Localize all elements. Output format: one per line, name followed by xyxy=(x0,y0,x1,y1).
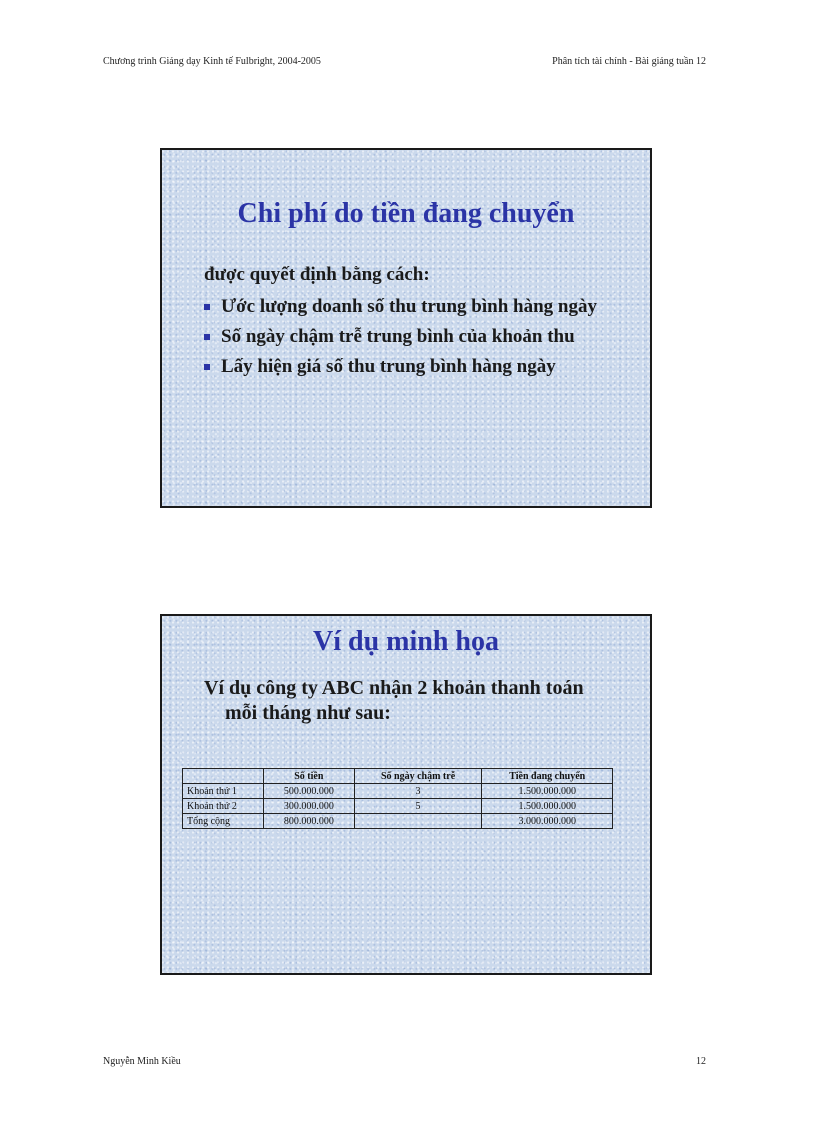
slide-1-bullet-list xyxy=(202,294,620,384)
square-bullet-icon xyxy=(204,364,210,370)
slide-1 xyxy=(160,148,652,508)
table-header-row xyxy=(183,769,613,784)
page-header-right: Phân tích tài chính - Bài giảng tuần 12 xyxy=(552,56,706,67)
bullet-item xyxy=(202,324,620,349)
table-header-cell: Số ngày chậm trễ xyxy=(354,769,482,784)
table-cell: 500.000.000 xyxy=(264,784,355,799)
slide-2-intro-line-1: Ví dụ công ty ABC nhận 2 khoản thanh toán xyxy=(204,677,584,699)
slide-2-intro-line-2: mỗi tháng như sau: xyxy=(225,702,391,724)
page-footer-author: Nguyễn Minh Kiều xyxy=(103,1056,181,1067)
table-cell: 800.000.000 xyxy=(264,814,355,829)
table-cell: Khoản thứ 1 xyxy=(183,784,264,799)
bullet-item xyxy=(202,354,620,379)
table-cell: Khoản thứ 2 xyxy=(183,799,264,814)
table-cell: 5 xyxy=(354,799,482,814)
slide-2 xyxy=(160,614,652,975)
table-cell: Tổng cộng xyxy=(183,814,264,829)
page-header-left: Chương trình Giảng dạy Kinh tế Fulbright, 2004-2005 xyxy=(103,56,321,67)
table-row xyxy=(183,799,613,814)
table-cell: 1.500.000.000 xyxy=(482,784,613,799)
table-cell: 3 xyxy=(354,784,482,799)
table-cell: 300.000.000 xyxy=(264,799,355,814)
bullet-text: Ước lượng doanh số thu trung bình hàng ngày xyxy=(221,296,597,317)
square-bullet-icon xyxy=(204,304,210,310)
table-header-cell xyxy=(183,769,264,784)
page-number: 12 xyxy=(696,1056,706,1067)
table-cell: 3.000.000.000 xyxy=(482,814,613,829)
table-row xyxy=(183,784,613,799)
square-bullet-icon xyxy=(204,334,210,340)
table-header-cell: Số tiền xyxy=(264,769,355,784)
table-header-cell: Tiền đang chuyển xyxy=(482,769,613,784)
table-row xyxy=(183,814,613,829)
payment-table xyxy=(182,768,613,829)
slide-1-intro: được quyết định bằng cách: xyxy=(204,264,430,285)
bullet-text: Lấy hiện giá số thu trung bình hàng ngày xyxy=(221,356,556,377)
slide-1-title: Chi phí do tiền đang chuyển xyxy=(237,198,575,229)
table-cell xyxy=(354,814,482,829)
table-cell: 1.500.000.000 xyxy=(482,799,613,814)
slide-2-title: Ví dụ minh họa xyxy=(313,626,499,657)
slide-2-intro xyxy=(204,676,630,726)
bullet-text: Số ngày chậm trễ trung bình của khoản thu xyxy=(221,326,575,347)
bullet-item xyxy=(202,294,620,319)
